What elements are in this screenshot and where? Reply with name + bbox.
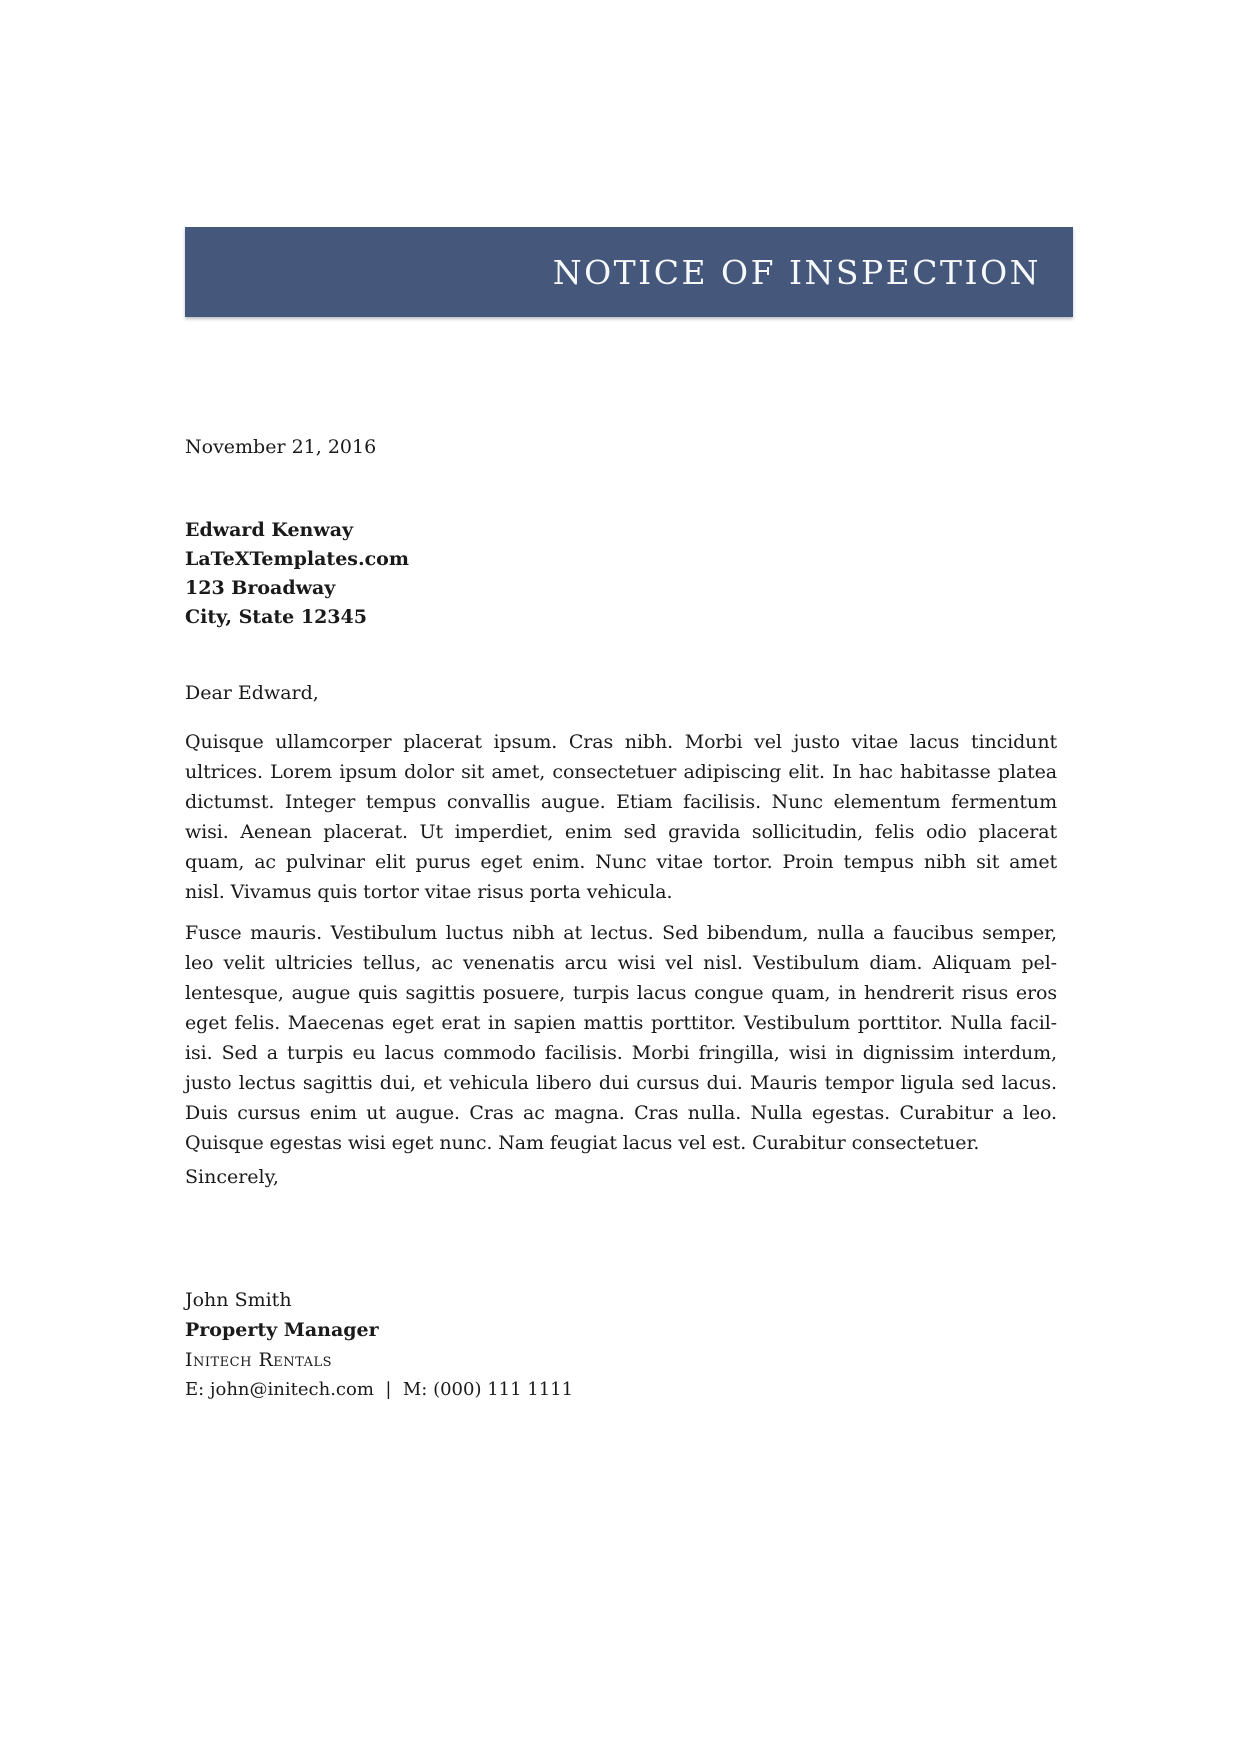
recipient-street: 123 Broadway xyxy=(185,577,336,599)
recipient-city-state-zip: City, State 12345 xyxy=(185,606,367,628)
banner-title: NOTICE OF INSPECTION xyxy=(552,252,1041,292)
header-banner xyxy=(185,227,1073,317)
body-line: Duis cursus enim ut augue. Cras ac magna. Cras nulla. Nulla egestas. Curabitur a leo. xyxy=(185,1102,1057,1124)
body-line: quam, ac pulvinar elit purus eget enim. Nunc vitae tortor. Proin tempus nibh sit amet xyxy=(185,851,1057,873)
recipient-address-block xyxy=(185,516,1057,632)
body-paragraph-1 xyxy=(185,727,1057,907)
body-line: Quisque egestas wisi eget nunc. Nam feugiat lacus vel est. Curabitur consectetuer. xyxy=(185,1132,980,1154)
body-line: Quisque ullamcorper placerat ipsum. Cras nibh. Morbi vel justo vitae lacus tincidunt xyxy=(185,731,1057,753)
body-line: ultrices. Lorem ipsum dolor sit amet, consectetuer adipiscing elit. In hac habitasse platea xyxy=(185,761,1057,783)
body-line: dictumst. Integer tempus convallis augue. Etiam facilisis. Nunc elementum fermentum xyxy=(185,791,1057,813)
signature-block xyxy=(185,1285,1057,1405)
signer-title: Property Manager xyxy=(185,1319,379,1341)
body-line: eget felis. Maecenas eget erat in sapien mattis porttitor. Vestibulum porttitor. Nulla facil- xyxy=(185,1012,1057,1034)
letter-date: November 21, 2016 xyxy=(185,436,377,458)
body-line: isi. Sed a turpis eu lacus commodo facilisis. Morbi fringilla, wisi in dignissim interdum, xyxy=(185,1042,1057,1064)
body-line: justo lectus sagittis dui, et vehicula libero dui cursus dui. Mauris tempor ligula sed lacus. xyxy=(185,1072,1057,1094)
salutation: Dear Edward, xyxy=(185,682,319,704)
body-line: wisi. Aenean placerat. Ut imperdiet, enim sed gravida sollicitudin, felis odio placerat xyxy=(185,821,1057,843)
closing-phrase: Sincerely, xyxy=(185,1166,279,1188)
body-line: Fusce mauris. Vestibulum luctus nibh at lectus. Sed bibendum, nulla a faucibus semper, xyxy=(185,922,1057,944)
body-line: lentesque, augue quis sagittis posuere, turpis lacus congue quam, in hendrerit risus eros xyxy=(185,982,1057,1004)
body-paragraph-2 xyxy=(185,918,1057,1158)
signer-contact: E: john@initech.com | M: (000) 111 1111 xyxy=(185,1379,574,1400)
recipient-organization: LaTeXTemplates.com xyxy=(185,548,409,570)
recipient-name: Edward Kenway xyxy=(185,519,354,541)
signer-name: John Smith xyxy=(185,1289,292,1311)
body-line: leo velit ultricies tellus, ac venenatis arcu wisi vel nisl. Vestibulum diam. Aliquam pel- xyxy=(185,952,1057,974)
body-line: nisl. Vivamus quis tortor vitae risus porta vehicula. xyxy=(185,881,673,903)
signer-company: Initech Rentals xyxy=(185,1349,333,1371)
